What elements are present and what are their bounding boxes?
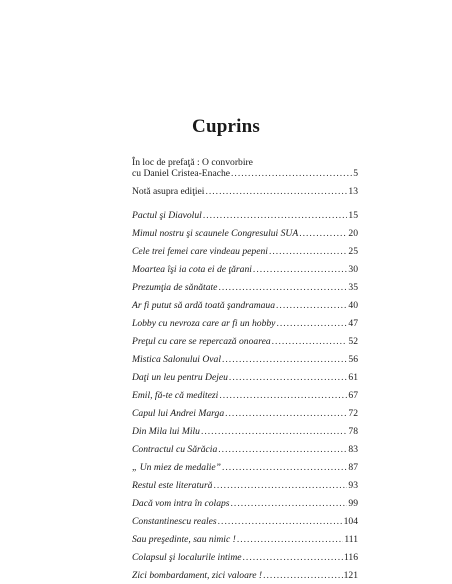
toc-entry-label: Daţi un leu pentru Dejeu	[132, 372, 228, 383]
toc-entry	[132, 210, 358, 221]
toc-entry	[132, 534, 358, 545]
toc-entry	[132, 372, 358, 383]
toc-entry-label: „ Un miez de medalie”	[132, 462, 221, 473]
toc-entry	[132, 570, 358, 581]
toc-entry-label: Zici bombardament, zici valoare !	[132, 570, 263, 581]
dot-leader	[218, 282, 347, 293]
toc-page-number: 93	[348, 480, 358, 491]
dot-leader	[299, 228, 347, 239]
dot-leader	[253, 264, 347, 275]
toc-entry	[132, 318, 358, 329]
toc-entry-label: Ar fi putut să ardă toată şandramaua	[132, 300, 276, 311]
toc-page-number: 111	[344, 534, 358, 545]
toc-entry	[132, 228, 358, 239]
toc-entry-label: cu Daniel Cristea-Enache	[132, 168, 231, 179]
dot-leader	[205, 186, 347, 197]
toc-entry-label: Mistica Salonului Oval	[132, 354, 221, 365]
dot-leader	[222, 462, 347, 473]
chapter-list	[132, 210, 358, 581]
toc-page-number: 61	[348, 372, 358, 383]
dot-leader	[229, 372, 347, 383]
toc-entry	[132, 390, 358, 401]
toc-entry	[132, 264, 358, 275]
toc-page-number: 40	[348, 300, 358, 311]
toc-page-number: 47	[348, 318, 358, 329]
toc-entry-label: Constantinescu reales	[132, 516, 217, 527]
table-of-contents	[132, 157, 358, 584]
toc-entry-label: Preţul cu care se repercază onoarea	[132, 336, 271, 347]
toc-page-number: 25	[348, 246, 358, 257]
toc-entry-label: Dacă vom intra în colaps	[132, 498, 230, 509]
toc-page-number: 78	[348, 426, 358, 437]
toc-entry-label: Moartea îşi ia cota ei de ţărani	[132, 264, 252, 275]
toc-entry	[132, 408, 358, 419]
toc-entry-label: Emil, fă-te că meditezi	[132, 390, 219, 401]
toc-entry-label: În loc de prefaţă : O convorbire	[132, 157, 253, 168]
page-title: Cuprins	[192, 116, 260, 137]
dot-leader	[269, 246, 347, 257]
toc-entry	[132, 282, 358, 293]
toc-page-number: 35	[348, 282, 358, 293]
dot-leader	[272, 336, 348, 347]
dot-leader	[276, 318, 347, 329]
toc-entry	[132, 480, 358, 491]
toc-entry-label: Prezumţia de sănătate	[132, 282, 218, 293]
toc-entry	[132, 336, 358, 347]
toc-entry-label: Din Mila lui Milu	[132, 426, 200, 437]
toc-page-number: 116	[343, 552, 358, 563]
toc-page-number: 121	[343, 570, 358, 581]
toc-entry	[132, 552, 358, 563]
toc-entry	[132, 462, 358, 473]
toc-page-number: 67	[348, 390, 358, 401]
dot-leader	[219, 390, 347, 401]
toc-page-number: 52	[348, 336, 358, 347]
dot-leader	[263, 570, 342, 581]
dot-leader	[203, 210, 348, 221]
toc-entry	[132, 498, 358, 509]
toc-entry	[132, 516, 358, 527]
toc-page-number: 13	[348, 186, 358, 197]
toc-entry-label: Notă asupra ediţiei	[132, 186, 205, 197]
toc-entry-label: Restul este literatură	[132, 480, 213, 491]
dot-leader	[218, 444, 347, 455]
dot-leader	[231, 168, 352, 179]
toc-entry	[132, 354, 358, 365]
dot-leader	[231, 498, 348, 509]
toc-entry-label: Capul lui Andrei Marga	[132, 408, 225, 419]
toc-page-number: 99	[348, 498, 358, 509]
toc-page-number: 72	[348, 408, 358, 419]
toc-entry-label: Sau preşedinte, sau nimic !	[132, 534, 236, 545]
toc-entry	[132, 444, 358, 455]
toc-entry-edition-note	[132, 186, 358, 197]
toc-page-number: 104	[343, 516, 358, 527]
dot-leader	[243, 552, 343, 563]
toc-entry-label: Pactul şi Diavolul	[132, 210, 202, 221]
dot-leader	[237, 534, 343, 545]
toc-entry	[132, 426, 358, 437]
dot-leader	[213, 480, 347, 491]
toc-entry-label: Colapsul şi localurile intime	[132, 552, 242, 563]
toc-entry-label: Lobby cu nevroza care ar fi un hobby	[132, 318, 276, 329]
toc-entry-preface	[132, 157, 358, 179]
dot-leader	[222, 354, 347, 365]
dot-leader	[225, 408, 347, 419]
dot-leader	[276, 300, 347, 311]
toc-page-number: 87	[348, 462, 358, 473]
toc-page-number: 20	[348, 228, 358, 239]
toc-entry-label: Mimul nostru şi scaunele Congresului SUA	[132, 228, 299, 239]
toc-page-number: 30	[348, 264, 358, 275]
dot-leader	[218, 516, 343, 527]
toc-entry-label: Cele trei femei care vindeau pepeni	[132, 246, 268, 257]
toc-entry	[132, 246, 358, 257]
toc-page-number: 15	[348, 210, 358, 221]
dot-leader	[201, 426, 347, 437]
toc-entry	[132, 300, 358, 311]
toc-page-number: 83	[348, 444, 358, 455]
toc-page-number: 56	[348, 354, 358, 365]
toc-entry-label: Contractul cu Sărăcia	[132, 444, 218, 455]
toc-page-number: 5	[353, 168, 358, 179]
